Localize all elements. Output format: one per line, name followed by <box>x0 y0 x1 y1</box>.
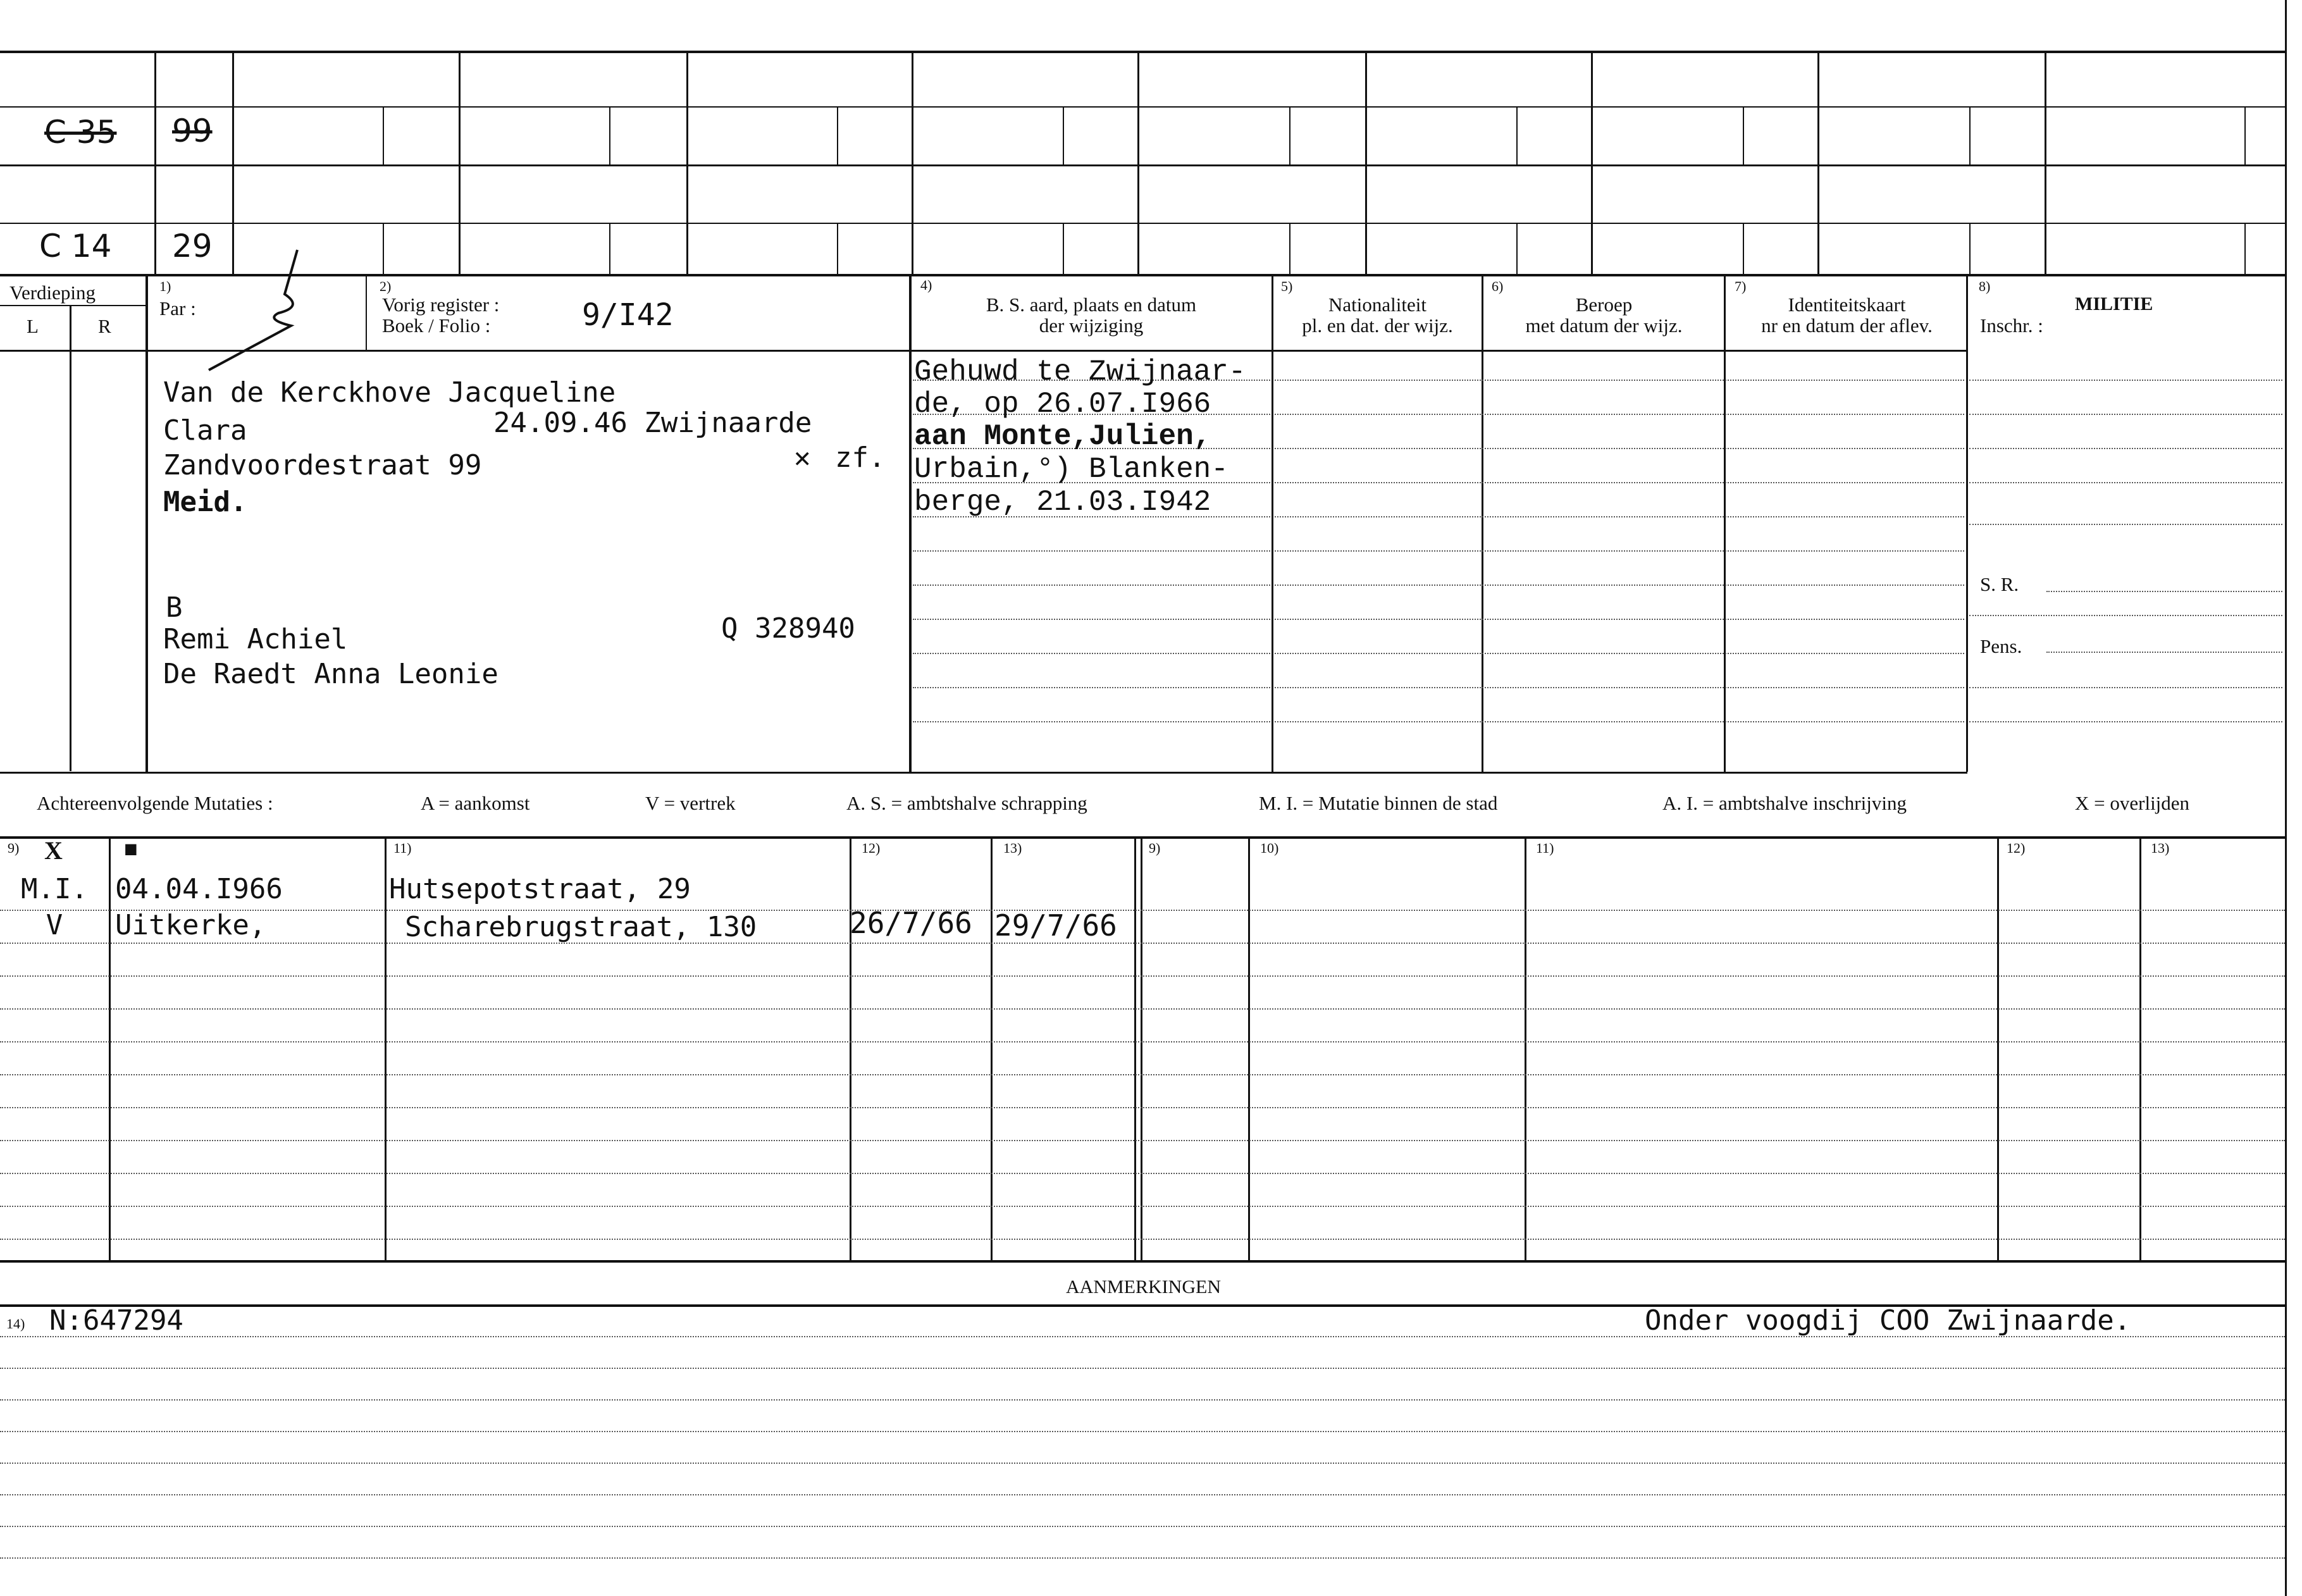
identiteitskaart-header-1: Identiteitskaart <box>1788 294 1906 316</box>
col-line <box>909 275 912 772</box>
sr-label: S. R. <box>1980 573 2019 595</box>
body-bottom-line <box>0 772 1967 774</box>
sub-col <box>2244 108 2246 164</box>
mut-num-9b: 9) <box>1149 840 1161 856</box>
mut-num-9: 9) <box>8 840 20 856</box>
legend-as: A. S. = ambtshalve schrapping <box>846 792 1087 814</box>
col-line <box>1966 275 1968 772</box>
par-label: Par : <box>159 297 196 319</box>
identiteitskaart-header-2: nr en datum der aflev. <box>1761 314 1933 337</box>
col-line <box>1272 275 1273 772</box>
birth-date-place: 24.09.46 Zwijnaarde <box>493 407 812 439</box>
col-line <box>1134 838 1136 1261</box>
field-num-6: 6) <box>1492 278 1504 294</box>
col-line <box>686 52 688 275</box>
col-line <box>991 838 993 1261</box>
col-line <box>1591 52 1593 275</box>
register-number: 29 <box>172 228 213 264</box>
legend-a: A = aankomst <box>421 792 530 814</box>
sub-col <box>1969 108 1971 164</box>
boek-folio-value: 9/I42 <box>582 297 674 333</box>
col-line <box>154 52 156 275</box>
col-line <box>232 52 234 275</box>
q-number: Q 328940 <box>721 612 855 645</box>
marriage-line-2: de, op 26.07.I966 <box>914 388 1211 421</box>
bs-header-2: der wijziging <box>1039 314 1144 337</box>
register-code: C 14 <box>39 228 112 264</box>
marriage-line-5: berge, 21.03.I942 <box>914 486 1211 519</box>
legend-x: X = overlijden <box>2075 792 2190 814</box>
handwritten-signature-mark <box>190 244 316 383</box>
mutation-place: Uitkerke, <box>115 909 266 941</box>
sub-col <box>1063 224 1064 275</box>
sub-col <box>1516 108 1518 164</box>
col-line <box>145 275 148 772</box>
col-line <box>1248 838 1250 1261</box>
b-mark: B <box>166 591 183 624</box>
field-num-8: 8) <box>1979 278 1991 294</box>
mut-num-12: 12) <box>862 840 881 856</box>
mutation-date-13: 29/7/66 <box>994 908 1117 943</box>
col-line <box>1724 275 1726 772</box>
field-num-1: 1) <box>159 278 171 294</box>
sub-col <box>1969 224 1971 275</box>
mut-num-11b: 11) <box>1536 840 1554 856</box>
mut-x-mark: X <box>44 836 63 865</box>
legend-mi: M. I. = Mutatie binnen de stad <box>1259 792 1498 814</box>
register-number-old: 99 <box>172 113 213 149</box>
sub-col <box>837 108 838 164</box>
sub-col <box>1743 224 1744 275</box>
r-label: R <box>98 315 111 337</box>
sub-col <box>1063 108 1064 164</box>
mutation-type: V <box>46 909 63 941</box>
cross-mark: ✕ <box>794 442 811 474</box>
remarks-num-14: 14) <box>6 1316 25 1332</box>
inschr-label: Inschr. : <box>1980 314 2043 337</box>
field-num-5: 5) <box>1281 278 1293 294</box>
field-num-2: 2) <box>380 278 392 294</box>
sub-col <box>383 108 384 164</box>
mutation-address: Hutsepotstraat, 29 <box>389 873 691 905</box>
col-line <box>2139 838 2141 1261</box>
row-line <box>0 223 2287 224</box>
col-line <box>1365 52 1367 275</box>
remarks-number: N:647294 <box>49 1304 183 1337</box>
mutations-bottom-line <box>0 1260 2287 1263</box>
mut-num-12b: 12) <box>2007 840 2026 856</box>
mut-num-13b: 13) <box>2151 840 2170 856</box>
sub-col <box>2244 224 2246 275</box>
person-name: Van de Kerckhove Jacqueline <box>163 376 616 409</box>
col-line <box>1482 275 1483 772</box>
sub-col <box>1516 224 1518 275</box>
pens-label: Pens. <box>1980 635 2022 657</box>
sub-col <box>609 224 610 275</box>
col-line <box>385 838 387 1261</box>
verdieping-label: Verdieping <box>9 281 96 304</box>
person-name-2: Clara <box>163 414 247 447</box>
col-line <box>2045 52 2046 275</box>
mutation-address: Scharebrugstraat, 130 <box>405 911 757 943</box>
col-line <box>109 838 111 1261</box>
sub-col <box>1743 108 1744 164</box>
mutation-type: M.I. <box>21 873 88 905</box>
sub-col <box>383 224 384 275</box>
militie-header: MILITIE <box>2075 294 2153 314</box>
col-line <box>459 52 461 275</box>
col-line <box>1137 52 1139 275</box>
col-line <box>366 275 367 351</box>
marriage-line-1: Gehuwd te Zwijnaar- <box>914 356 1246 388</box>
boek-folio-label: Boek / Folio : <box>382 314 491 337</box>
register-code-old: C 35 <box>44 114 117 151</box>
col-line <box>912 52 913 275</box>
field-num-4: 4) <box>920 277 932 293</box>
field-num-7: 7) <box>1735 278 1747 294</box>
col-line <box>850 838 851 1261</box>
nationaliteit-header-2: pl. en dat. der wijz. <box>1302 314 1453 337</box>
legend-v: V = vertrek <box>645 792 736 814</box>
mut-num-13: 13) <box>1003 840 1022 856</box>
col-line <box>1525 838 1526 1261</box>
vorig-register-label: Vorig register : <box>382 294 500 316</box>
mut-num-10b: 10) <box>1260 840 1279 856</box>
col-line <box>1997 838 1999 1261</box>
row-line <box>0 106 2287 108</box>
col-line <box>1817 52 1819 275</box>
marriage-line-4: Urbain,°) Blanken- <box>914 453 1228 486</box>
right-border <box>2285 0 2287 1596</box>
verdieping-line <box>0 305 145 306</box>
nationaliteit-header-1: Nationaliteit <box>1328 294 1426 316</box>
row-line <box>0 274 2287 276</box>
l-label: L <box>27 315 39 337</box>
sub-col <box>837 224 838 275</box>
row-line <box>0 164 2287 166</box>
father-name: Remi Achiel <box>163 623 348 655</box>
mother-name: De Raedt Anna Leonie <box>163 658 498 690</box>
sex-status: zf. <box>835 442 886 474</box>
mutation-date: 04.04.I966 <box>115 873 283 905</box>
mutation-date-12: 26/7/66 <box>850 906 972 940</box>
remarks-note: Onder voogdij COO Zwijnaarde. <box>1645 1304 2131 1337</box>
person-address: Zandvoordestraat 99 <box>163 449 482 481</box>
mutations-top-line <box>0 836 2287 839</box>
marriage-line-3: aan Monte,Julien, <box>914 420 1211 453</box>
mut-date-mark: ■ <box>124 836 138 862</box>
lr-divider <box>70 306 71 771</box>
beroep-header-2: met datum der wijz. <box>1525 314 1683 337</box>
col-line <box>1141 838 1142 1261</box>
bs-header-1: B. S. aard, plaats en datum <box>986 294 1197 316</box>
remarks-title: AANMERKINGEN <box>1066 1277 1221 1297</box>
legend-title: Achtereenvolgende Mutaties : <box>37 792 273 814</box>
sub-col <box>1289 224 1290 275</box>
beroep-header-1: Beroep <box>1575 294 1633 316</box>
sub-col <box>1289 108 1290 164</box>
mut-num-11: 11) <box>393 840 412 856</box>
legend-ai: A. I. = ambtshalve inschrijving <box>1662 792 1907 814</box>
sub-col <box>609 108 610 164</box>
occupation: Meid. <box>163 486 247 518</box>
top-border <box>0 51 2287 53</box>
